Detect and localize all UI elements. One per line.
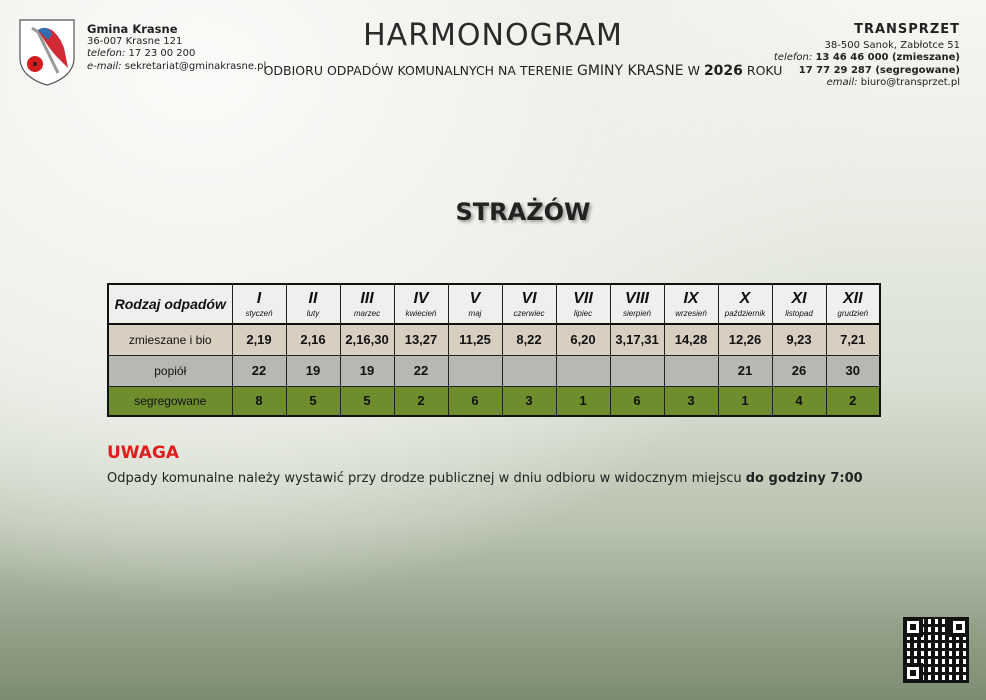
notice-heading: UWAGA — [107, 443, 180, 463]
month-name: listopad — [785, 308, 813, 318]
company-logo: TRANSPRZET — [854, 22, 960, 37]
collection-days-cell: 30 — [826, 355, 880, 386]
collection-days-cell: 6 — [448, 386, 502, 416]
table-row — [108, 386, 880, 416]
collection-days-cell: 9,23 — [772, 324, 826, 355]
collection-days-cell: 8 — [232, 386, 286, 416]
town-name: STRAŻÓW — [455, 198, 591, 226]
schedule-table — [107, 283, 881, 417]
subtitle-post: ROKU — [742, 63, 783, 78]
collection-days-cell: 26 — [772, 355, 826, 386]
collection-days-cell: 5 — [286, 386, 340, 416]
month-header — [340, 284, 394, 324]
subtitle-gmina: GMINY KRASNE — [576, 63, 684, 79]
collection-days-cell: 2,16,30 — [340, 324, 394, 355]
waste-type-label: popiół — [108, 355, 232, 386]
month-header — [664, 284, 718, 324]
month-roman: VIII — [624, 289, 649, 307]
company-address: 38-500 Sanok, Zabłotce 51 — [824, 39, 960, 51]
month-header — [502, 284, 556, 324]
month-roman: V — [469, 289, 481, 307]
subtitle-w: W — [683, 63, 704, 78]
month-roman: XI — [791, 289, 807, 307]
company-phone-label: telefon: — [773, 52, 813, 63]
month-roman: III — [360, 289, 374, 307]
no-collection-cell — [502, 355, 556, 386]
collection-days-cell: 6,20 — [556, 324, 610, 355]
table-row — [108, 355, 880, 386]
month-header — [448, 284, 502, 324]
month-name: październik — [724, 308, 766, 318]
gmina-email[interactable]: sekretariat@gminakrasne.pl — [124, 60, 267, 72]
month-name: maj — [468, 308, 482, 318]
month-roman: IV — [413, 289, 429, 307]
collection-days-cell: 3,17,31 — [610, 324, 664, 355]
company-email-label: email: — [826, 77, 858, 88]
gmina-email-label: e-mail: — [87, 60, 122, 72]
month-name: lipiec — [573, 308, 593, 318]
collection-days-cell: 2,19 — [232, 324, 286, 355]
company-email[interactable]: biuro@transprzet.pl — [860, 77, 960, 88]
table-row — [108, 324, 880, 355]
month-roman: IX — [683, 289, 699, 307]
collection-days-cell: 3 — [664, 386, 718, 416]
collection-days-cell: 2 — [826, 386, 880, 416]
collection-days-cell: 5 — [340, 386, 394, 416]
collection-days-cell: 6 — [610, 386, 664, 416]
month-roman: VI — [521, 289, 537, 307]
waste-type-label: zmieszane i bio — [108, 324, 232, 355]
collection-days-cell: 4 — [772, 386, 826, 416]
collection-days-cell: 14,28 — [664, 324, 718, 355]
month-name: grudzień — [837, 308, 869, 318]
month-name: luty — [306, 308, 320, 318]
collection-days-cell: 2,16 — [286, 324, 340, 355]
page-title: HARMONOGRAM — [363, 18, 623, 53]
collection-days-cell: 19 — [286, 355, 340, 386]
month-header — [232, 284, 286, 324]
gmina-address: 36-007 Krasne 121 — [87, 35, 183, 47]
month-header — [610, 284, 664, 324]
collection-days-cell: 1 — [556, 386, 610, 416]
month-header — [556, 284, 610, 324]
notice-deadline: do godziny 7:00 — [745, 471, 863, 486]
month-roman: I — [256, 289, 262, 307]
no-collection-cell — [556, 355, 610, 386]
gmina-phone: 17 23 00 200 — [128, 48, 196, 59]
collection-days-cell: 12,26 — [718, 324, 772, 355]
company-phone-1: 13 46 46 000 (zmieszane) — [815, 52, 960, 63]
collection-days-cell: 7,21 — [826, 324, 880, 355]
month-header — [772, 284, 826, 324]
notice-body: Odpady komunalne należy wystawić przy drodze publicznej w dniu odbioru w widocznym miejscu — [107, 471, 746, 486]
collection-days-cell: 8,22 — [502, 324, 556, 355]
gmina-name: Gmina Krasne — [87, 22, 178, 36]
company-phone-2: 17 77 29 287 (segregowane) — [798, 64, 960, 76]
month-header — [718, 284, 772, 324]
month-header — [394, 284, 448, 324]
no-collection-cell — [448, 355, 502, 386]
waste-type-label: segregowane — [108, 386, 232, 416]
notice-text — [107, 471, 863, 486]
collection-days-cell: 21 — [718, 355, 772, 386]
collection-days-cell: 19 — [340, 355, 394, 386]
month-header — [826, 284, 880, 324]
month-roman: II — [308, 289, 318, 307]
collection-days-cell: 22 — [394, 355, 448, 386]
company-contact — [774, 24, 960, 90]
collection-days-cell: 1 — [718, 386, 772, 416]
month-name: marzec — [353, 308, 381, 318]
collection-days-cell: 3 — [502, 386, 556, 416]
subtitle-year: 2026 — [703, 63, 743, 79]
collection-days-cell: 2 — [394, 386, 448, 416]
collection-days-cell: 11,25 — [448, 324, 502, 355]
gmina-phone-label: telefon: — [87, 48, 126, 59]
month-header — [286, 284, 340, 324]
subtitle-pre: ODBIORU ODPADÓW KOMUNALNYCH NA TERENIE — [263, 63, 577, 78]
month-name: sierpień — [622, 308, 651, 318]
collection-days-cell: 22 — [232, 355, 286, 386]
no-collection-cell — [664, 355, 718, 386]
waste-type-header: Rodzaj odpadów — [108, 284, 232, 324]
month-name: czerwiec — [513, 308, 545, 318]
month-roman: XII — [842, 289, 863, 307]
month-name: styczeń — [245, 308, 273, 318]
month-roman: VII — [573, 289, 593, 307]
no-collection-cell — [610, 355, 664, 386]
qr-code[interactable] — [903, 617, 969, 683]
collection-days-cell: 13,27 — [394, 324, 448, 355]
month-name: wrzesień — [675, 308, 707, 318]
month-name: kwiecień — [405, 308, 437, 318]
month-roman: X — [739, 289, 751, 307]
